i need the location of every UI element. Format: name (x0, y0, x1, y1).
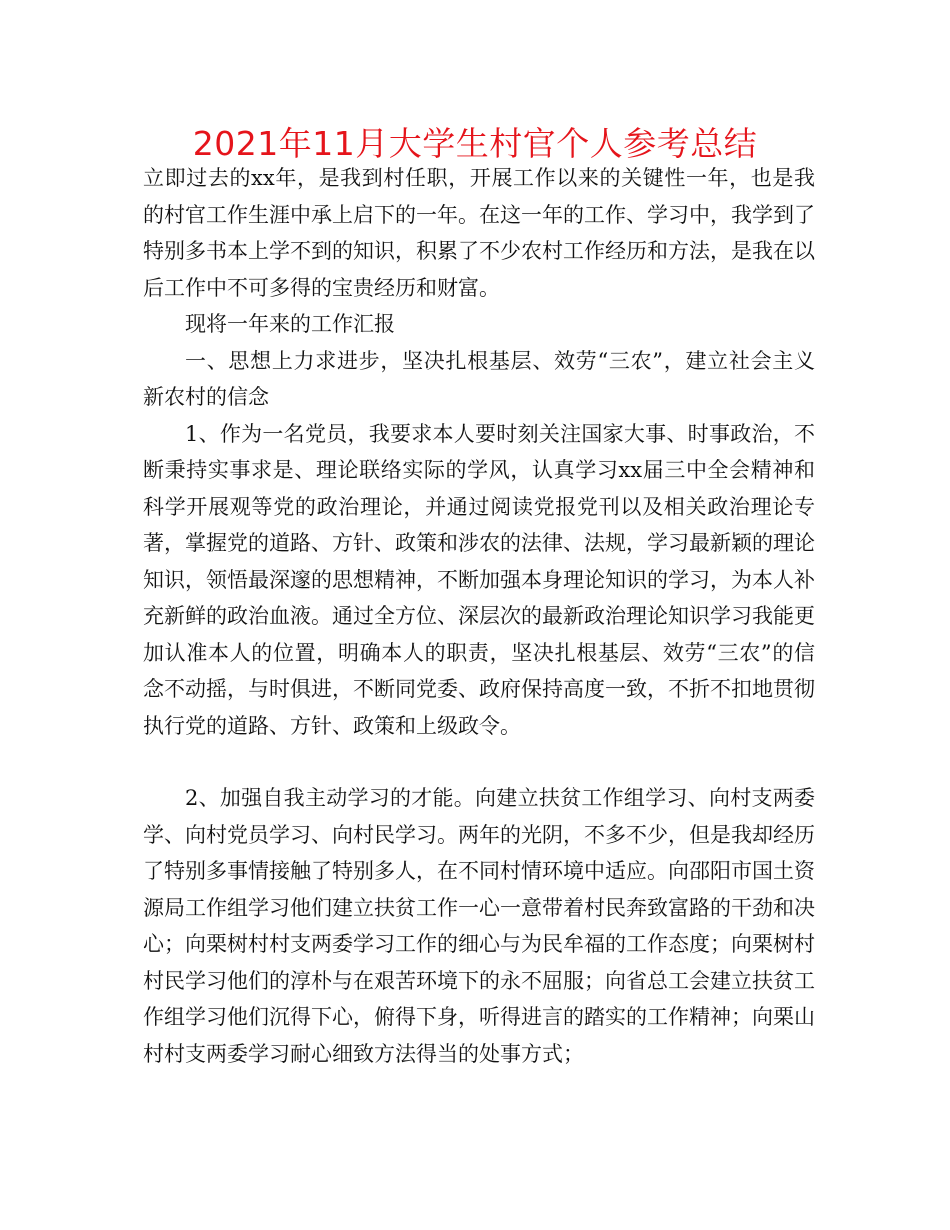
paragraph-item-2: 2、加强自我主动学习的才能。向建立扶贫工作组学习、向村支两委学、向村党员学习、向村民学习。两年的光阴，不多不少，但是我却经历了特别多事情接触了特别多人，在不同村情环境中适应。向邵阳市国土资源局工作组学习他们建立扶贫工作一心一意带着村民奔致富路的干劲和决心；向栗树村村支两委学习工作的细心与为民牟福的工作态度；向栗树村村民学习他们的淳朴与在艰苦环境下的永不屈服；向省总工会建立扶贫工作组学习他们沉得下心，俯得下身，听得进言的踏实的工作精神；向栗山村村支两委学习耐心细致方法得当的处事方式； (143, 786, 815, 1066)
paragraph-intro: 立即过去的xx年，是我到村任职，开展工作以来的关键性一年，也是我的村官工作生涯中承上启下的一年。在这一年的工作、学习中，我学到了特别多书本上学不到的知识，积累了不少农村工作经历和方法，是我在以后工作中不可多得的宝贵经历和财富。 (143, 166, 815, 300)
paragraph-item-1: 1、作为一名党员，我要求本人要时刻关注国家大事、时事政治，不断秉持实事求是、理论联络实际的学风，认真学习xx届三中全会精神和科学开展观等党的政治理论，并通过阅读党报党刊以及相关政治理论专著，掌握党的道路、方针、政策和涉农的法律、法规，学习最新颖的理论知识，领悟最深邃的思想精神，不断加强本身理论知识的学习，为本人补充新鲜的政治血液。通过全方位、深层次的最新政治理论知识学习我能更加认准本人的位置，明确本人的职责，坚决扎根基层、效劳“三农”的信念不动摇，与时俱进，不断同党委、政府保持高度一致，不折不扣地贯彻执行党的道路、方针、政策和上级政令。 (143, 421, 815, 738)
document-title: 2021年11月大学生村官个人参考总结 (192, 124, 758, 163)
paragraph-report-lead: 现将一年来的工作汇报 (185, 312, 395, 336)
document-body (143, 160, 815, 1072)
section-heading-1: 一、思想上力求进步，坚决扎根基层、效劳“三农”，建立社会主义新农村的信念 (143, 348, 815, 409)
paragraph-spacer (143, 744, 815, 780)
